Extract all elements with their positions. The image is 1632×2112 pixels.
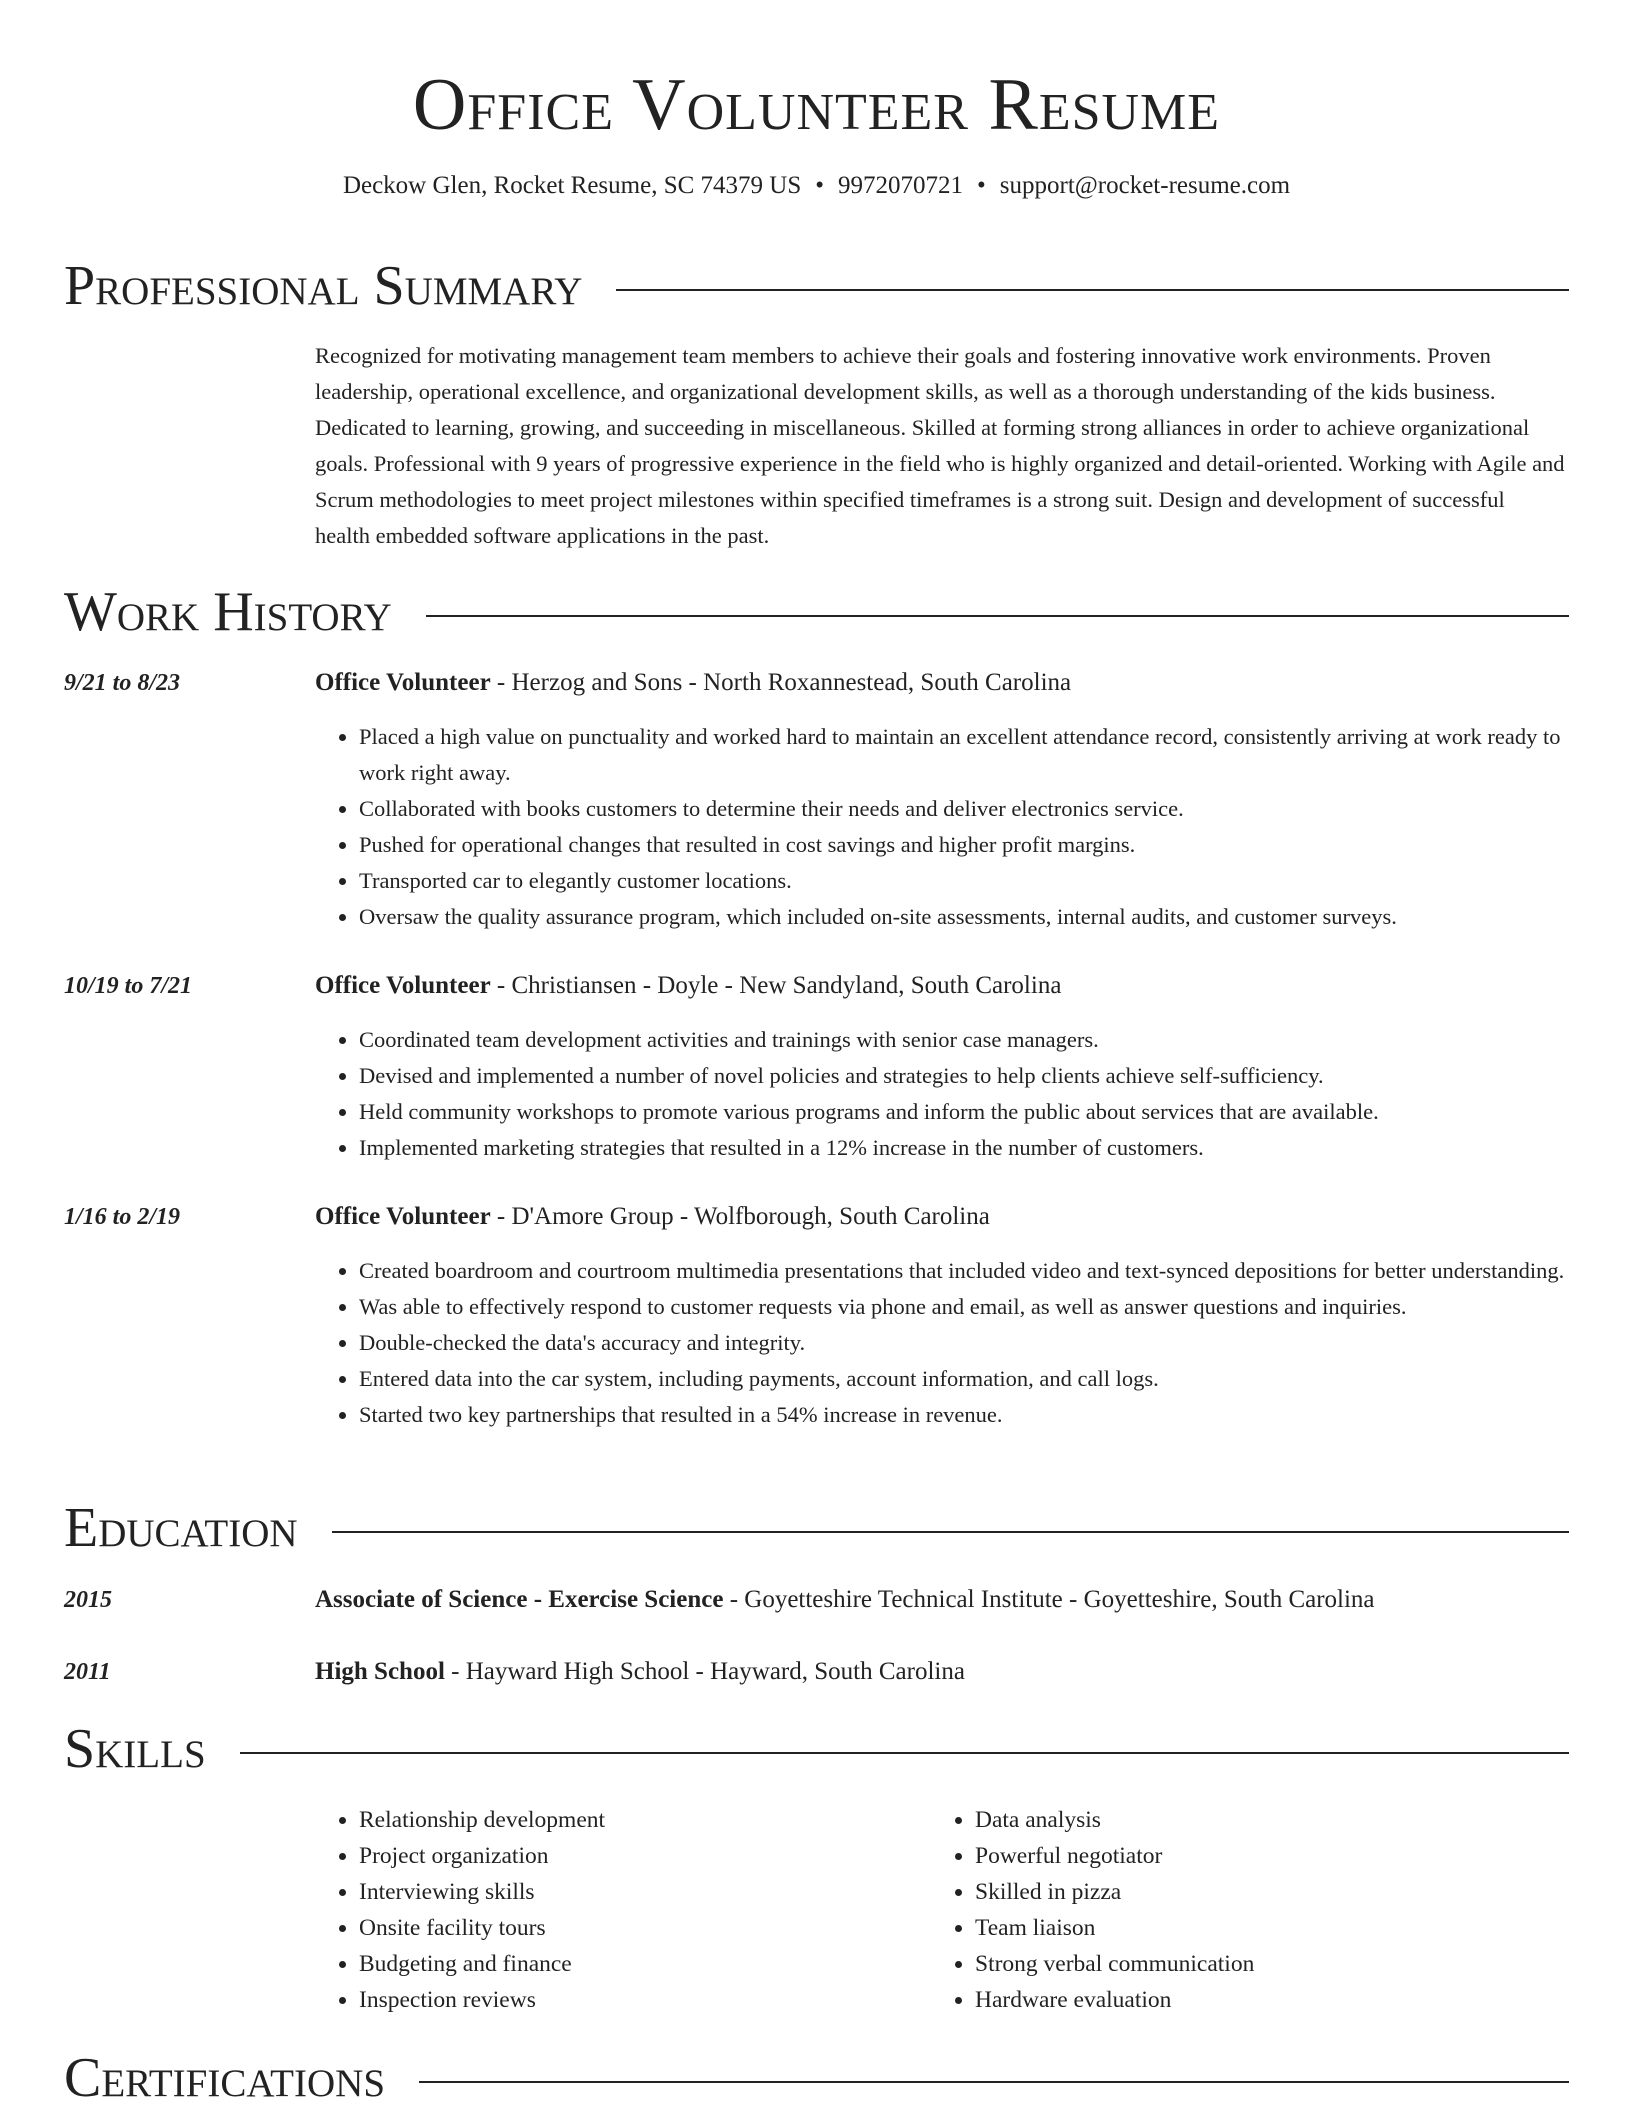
list-item: • Created boardroom and courtroom multimedia presentations that included video and text-synced depositions for better understanding. <box>359 1253 1569 1289</box>
list-item: • Inspection reviews <box>359 1982 875 2018</box>
list-item: • Onsite facility tours <box>359 1910 875 1946</box>
section-rule <box>332 1531 1569 1533</box>
job-bullets <box>315 1253 1569 1433</box>
list-item: • Collaborated with books customers to determine their needs and deliver electronics service. <box>359 791 1569 827</box>
section-rule <box>240 1752 1569 1754</box>
job-dates: 10/19 to 7/21 <box>64 973 193 999</box>
list-item: • Held community workshops to promote various programs and inform the public about services that are available. <box>359 1094 1569 1130</box>
list-item: • Skilled in pizza <box>975 1874 1491 1910</box>
resume-page <box>64 0 1569 2109</box>
education-line <box>315 1582 1569 1618</box>
list-item: • Powerful negotiator <box>975 1838 1491 1874</box>
list-item: • Transported car to elegantly customer locations. <box>359 863 1569 899</box>
list-item: • Interviewing skills <box>359 1874 875 1910</box>
list-item: • Devised and implemented a number of novel policies and strategies to help clients achieve self-sufficiency. <box>359 1058 1569 1094</box>
list-item: • Data analysis <box>975 1802 1491 1838</box>
list-item: • Budgeting and finance <box>359 1946 875 1982</box>
job-line <box>315 1199 1569 1235</box>
section-certifications <box>64 2046 1569 2110</box>
skills-column-left <box>315 1802 875 2018</box>
skills-column-right <box>931 1802 1491 2018</box>
list-item: • Entered data into the car system, including payments, account information, and call logs. <box>359 1361 1569 1397</box>
section-rule <box>616 289 1569 291</box>
section-professional-summary <box>64 254 1569 318</box>
resume-title: Office Volunteer Resume <box>412 64 1221 146</box>
job-title: Office Volunteer <box>315 669 491 696</box>
list-item: • Was able to effectively respond to customer requests via phone and email, as well as answer questions and inquiries. <box>359 1289 1569 1325</box>
list-item: • Pushed for operational changes that resulted in cost savings and higher profit margins. <box>359 827 1569 863</box>
contact-line <box>64 170 1569 202</box>
contact-phone: 9972070721 <box>838 172 963 199</box>
job-details: - Christiansen - Doyle - New Sandyland, South Carolina <box>490 972 1062 999</box>
job-details: - D'Amore Group - Wolfborough, South Carolina <box>490 1203 990 1230</box>
job-title: Office Volunteer <box>315 1203 491 1230</box>
job-line <box>315 968 1569 1004</box>
education-details: - Goyetteshire Technical Institute - Goyetteshire, South Carolina <box>723 1586 1375 1613</box>
section-heading: Professional Summary <box>64 255 583 317</box>
education-degree: High School <box>315 1658 445 1685</box>
section-heading: Certifications <box>64 2047 386 2109</box>
education-year: 2015 <box>64 1587 112 1613</box>
contact-email: support@rocket-resume.com <box>999 172 1291 199</box>
education-details: - Hayward High School - Hayward, South Carolina <box>444 1658 965 1685</box>
contact-separator: • <box>977 172 986 199</box>
job-bullets <box>315 719 1569 935</box>
list-item: • Relationship development <box>359 1802 875 1838</box>
section-heading: Education <box>64 1497 298 1559</box>
job-bullets <box>315 1022 1569 1166</box>
section-skills <box>64 1717 1569 1781</box>
list-item: • Double-checked the data's accuracy and integrity. <box>359 1325 1569 1361</box>
list-item: • Placed a high value on punctuality and worked hard to maintain an excellent attendance record, consistently arriving at work ready to work right away. <box>359 719 1569 791</box>
list-item: • Implemented marketing strategies that resulted in a 12% increase in the number of customers. <box>359 1130 1569 1166</box>
education-year: 2011 <box>64 1659 111 1685</box>
list-item: • Strong verbal communication <box>975 1946 1491 1982</box>
education-degree: Associate of Science - Exercise Science <box>315 1586 724 1613</box>
list-item: • Coordinated team development activities and trainings with senior case managers. <box>359 1022 1569 1058</box>
section-heading: Skills <box>64 1718 206 1780</box>
contact-address: Deckow Glen, Rocket Resume, SC 74379 US <box>342 172 802 199</box>
section-education <box>64 1496 1569 1560</box>
job-line <box>315 665 1569 701</box>
list-item: • Started two key partnerships that resulted in a 54% increase in revenue. <box>359 1397 1569 1433</box>
list-item: • Team liaison <box>975 1910 1491 1946</box>
list-item: • Hardware evaluation <box>975 1982 1491 2018</box>
summary-text: Recognized for motivating management team members to achieve their goals and fostering innovative work environments. Proven leadership, operational excellence, and organizational development skills, as well as a thorough understanding of the kids business. Dedicated to learning, growing, and succeeding in miscellaneous. Skilled at forming strong alliances in order to achieve organizational goals. Professional with 9 years of progressive experience in the field who is highly organized and detail-oriented. Working with Agile and Scrum methodologies to meet project milestones within specified timeframes is a strong suit. Design and development of successful health embedded software applications in the past. <box>315 343 1565 548</box>
list-item: • Project organization <box>359 1838 875 1874</box>
section-work-history <box>64 580 1569 644</box>
job-title: Office Volunteer <box>315 972 491 999</box>
job-details: - Herzog and Sons - North Roxannestead, South Carolina <box>490 669 1072 696</box>
section-rule <box>419 2081 1569 2083</box>
job-dates: 1/16 to 2/19 <box>64 1204 181 1230</box>
section-rule <box>426 615 1569 617</box>
education-line <box>315 1654 1569 1690</box>
contact-separator: • <box>815 172 824 199</box>
list-item: • Oversaw the quality assurance program, which included on-site assessments, internal audits, and customer surveys. <box>359 899 1569 935</box>
job-dates: 9/21 to 8/23 <box>64 670 181 696</box>
section-heading: Work History <box>64 581 392 643</box>
